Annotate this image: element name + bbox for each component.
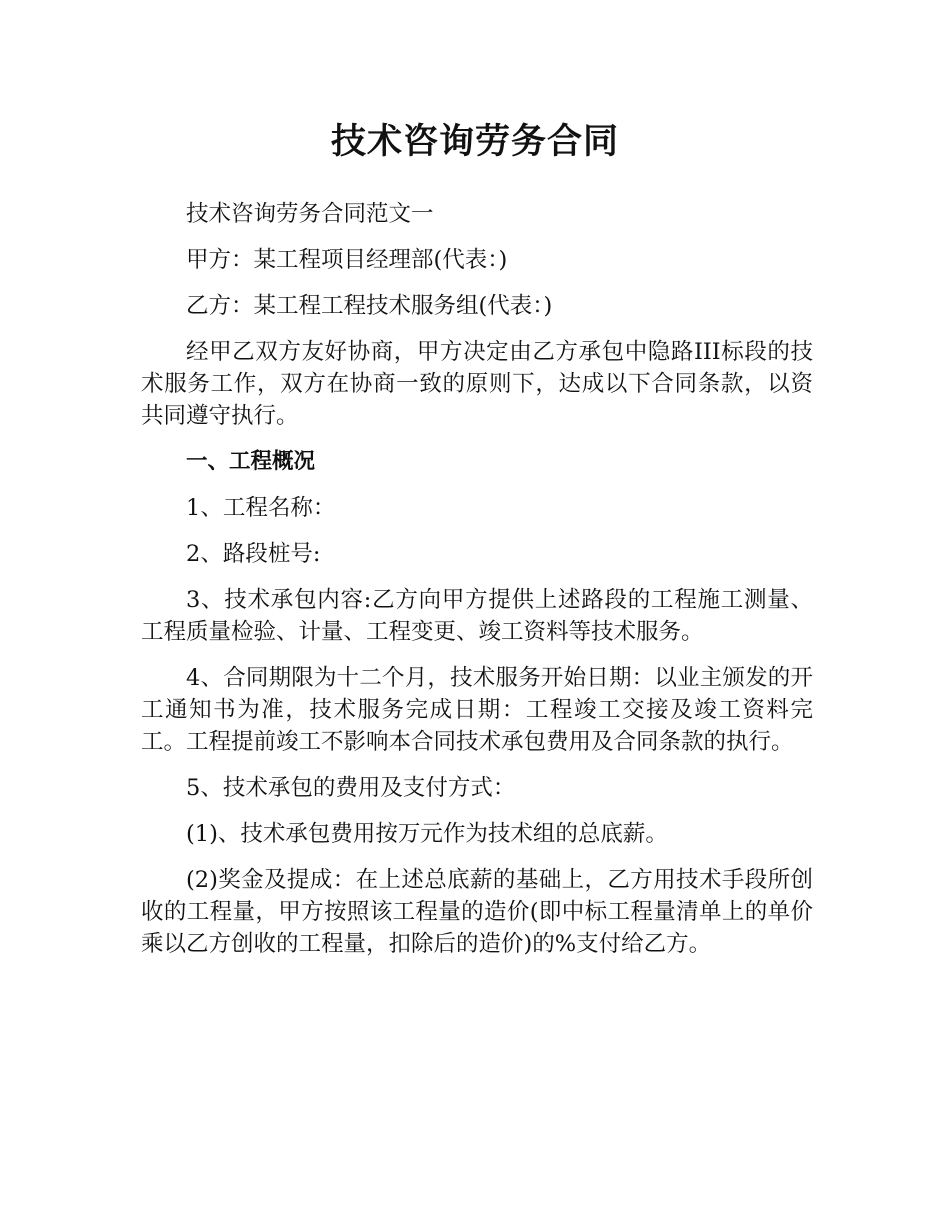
clause-contract-term: 4、合同期限为十二个月，技术服务开始日期：以业主颁发的开工通知书为准，技术服务完成日期：工程竣工交接及竣工资料完工。工程提前竣工不影响本合同技术承包费用及合同条款的执行。 (141, 665, 813, 755)
paragraph-party-b: 乙方：某工程工程技术服务组(代表：) (186, 293, 553, 319)
document-title: 技术咨询劳务合同 (330, 122, 619, 162)
paragraph-subtitle: 技术咨询劳务合同范文一 (186, 201, 434, 227)
clause-base-salary: (1)、技术承包费用按万元作为技术组的总底薪。 (186, 821, 668, 847)
paragraph-party-a: 甲方：某工程项目经理部(代表：) (186, 247, 508, 273)
clause-bonus-commission: (2)奖金及提成：在上述总底薪的基础上，乙方用技术手段所创收的工程量，甲方按照该工程量的造价(即中标工程量清单上的单价乘以乙方创收的工程量，扣除后的造价)的%支付给乙方。 (141, 867, 813, 957)
clause-fees-payment: 5、技术承包的费用及支付方式： (186, 775, 516, 801)
clause-project-name: 1、工程名称： (186, 495, 336, 521)
section-heading-project-overview: 一、工程概况 (186, 449, 316, 474)
paragraph-preamble: 经甲乙双方友好协商，甲方决定由乙方承包中隐路III标段的技术服务工作，双方在协商一致的原则下，达成以下合同条款，以资共同遵守执行。 (141, 339, 813, 429)
clause-service-scope: 3、技术承包内容:乙方向甲方提供上述路段的工程施工测量、工程质量检验、计量、工程变更、竣工资料等技术服务。 (141, 587, 813, 645)
clause-road-station: 2、路段桩号: (186, 541, 321, 567)
document-body (141, 198, 813, 974)
